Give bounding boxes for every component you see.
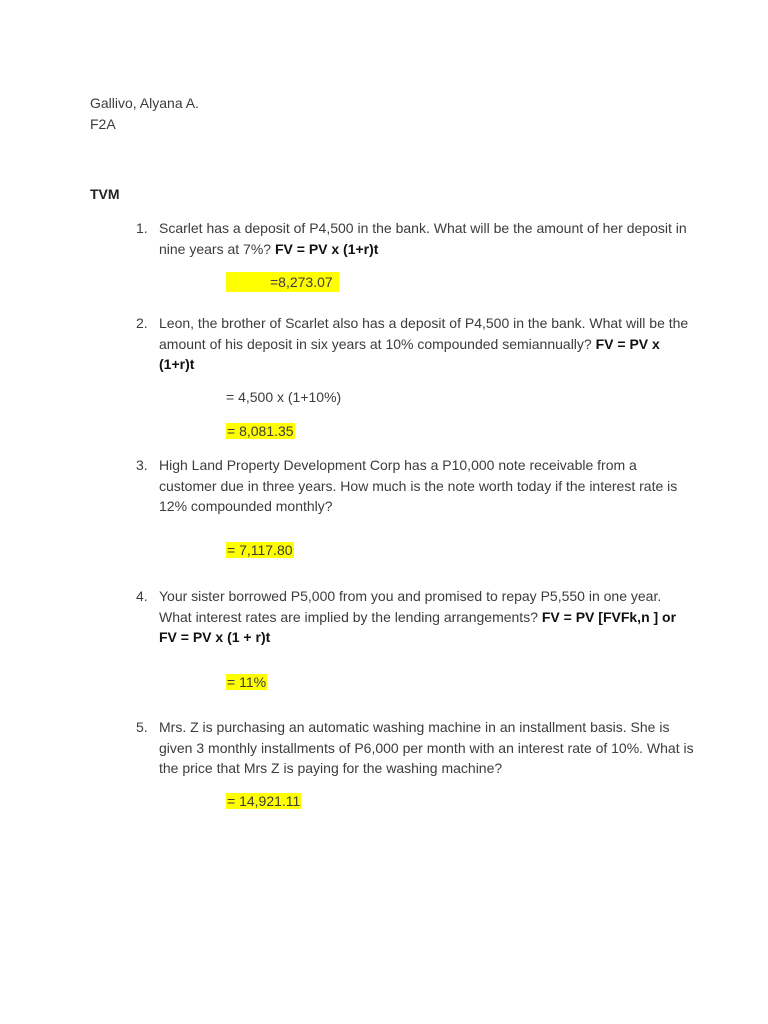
question-number: 4.: [136, 588, 148, 604]
question-text: Scarlet has a deposit of P4,500 in the bank. What will be the amount of her deposit in nine years at 7%? FV = PV x (1+r)t: [159, 220, 687, 257]
formula: FV = PV x (1+r)t: [274, 240, 379, 257]
question-text: Mrs. Z is purchasing an automatic washing machine in an installment basis. She is given 3 monthly installments of P6,000 per month with an interest rate of 10%. What is the price that Mrs Z is paying for the washing machine?: [159, 719, 694, 776]
question-text: Leon, the brother of Scarlet also has a deposit of P4,500 in the bank. What will be the amount of his deposit in six years at 10% compounded semiannually? FV = PV x (1+r)t: [159, 315, 689, 372]
question-5: [136, 717, 696, 779]
answer-2: [226, 421, 295, 441]
question-3: [136, 455, 696, 517]
question-number: 1.: [136, 220, 148, 236]
section-title: TVM: [90, 186, 120, 202]
formula: FV = PV [FVFk,n ] or FV = PV x (1 + r)t: [159, 608, 677, 645]
question-number: 3.: [136, 457, 148, 473]
question-text: High Land Property Development Corp has a P10,000 note receivable from a customer due in three years. How much is the note worth today if the interest rate is 12% compounded monthly?: [159, 457, 678, 514]
document-header: [90, 93, 199, 135]
question-2: [136, 313, 696, 375]
student-section: F2A: [90, 116, 116, 132]
question-4: [136, 586, 696, 648]
question-number: 5.: [136, 719, 148, 735]
student-name: Gallivo, Alyana A.: [90, 95, 199, 111]
answer-highlight: = 11%: [227, 674, 267, 690]
answer-highlight: =8,273.07: [226, 272, 339, 292]
formula: FV = PV x (1+r)t: [159, 335, 660, 372]
working-step-2: = 4,500 x (1+10%): [226, 389, 342, 405]
answer-5: [226, 791, 301, 811]
answer-3: [226, 540, 294, 560]
answer-4: [226, 672, 267, 692]
answer-1: [226, 272, 339, 292]
question-text: Your sister borrowed P5,000 from you and promised to repay P5,550 in one year. What interest rates are implied by the lending arrangements? FV = PV [FVFk,n ] or FV = PV x (1 + r)t: [159, 588, 677, 645]
question-number: 2.: [136, 315, 148, 331]
question-1: [136, 218, 696, 259]
answer-highlight: = 8,081.35: [227, 423, 294, 439]
answer-highlight: = 14,921.11: [227, 793, 301, 809]
answer-highlight: = 7,117.80: [227, 542, 293, 558]
